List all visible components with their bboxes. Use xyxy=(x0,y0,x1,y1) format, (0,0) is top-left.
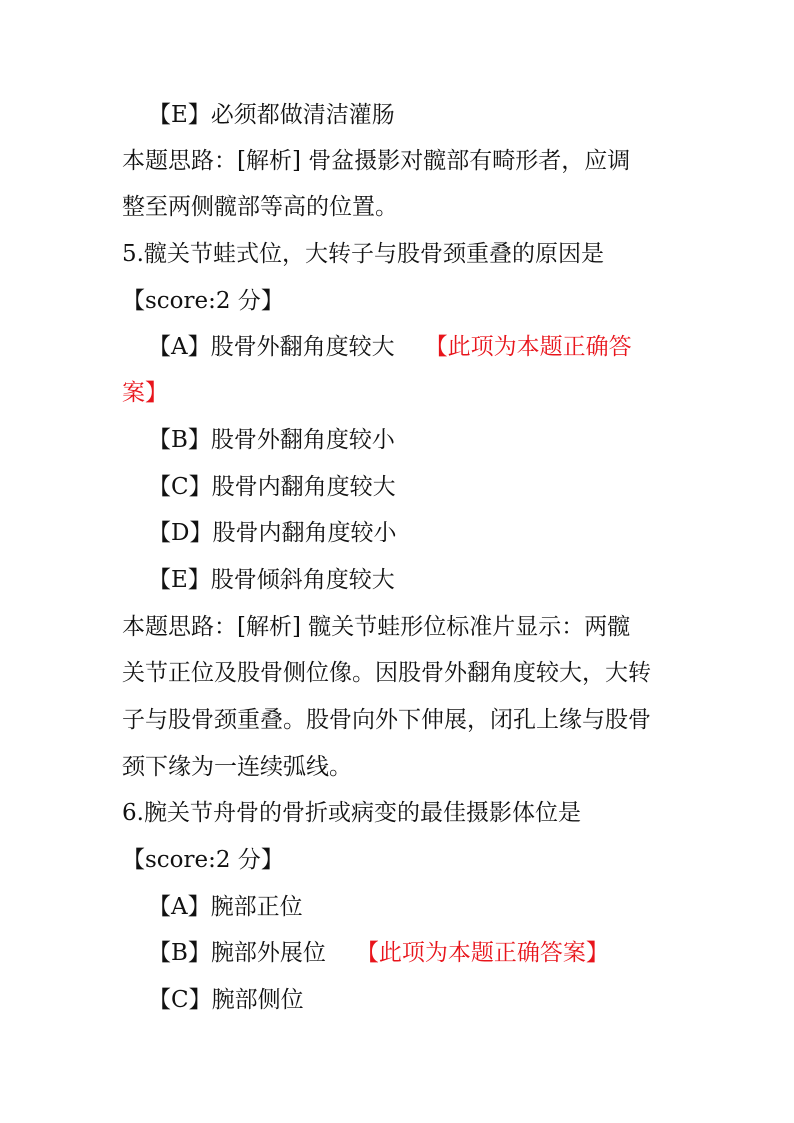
q5-analysis-line-3: 子与股骨颈重叠。股骨向外下伸展，闭孔上缘与股骨 xyxy=(122,707,651,733)
correct-answer-marker: 【此项为本题正确答案】 xyxy=(355,940,609,966)
q5-option-e: 【E】股骨倾斜角度较大 xyxy=(148,567,395,593)
q5-option-d: 【D】股骨内翻角度较小 xyxy=(148,520,397,546)
q5-analysis-line-4: 颈下缘为一连续弧线。 xyxy=(122,754,352,780)
q5-option-c: 【C】股骨内翻角度较大 xyxy=(148,474,396,500)
q5-score: 【score:2 分】 xyxy=(122,288,284,314)
correct-answer-marker: 【此项为本题正确答 xyxy=(424,334,632,360)
q6-option-b-row xyxy=(148,938,609,968)
q6-score: 【score:2 分】 xyxy=(122,847,284,873)
q6-option-c: 【C】腕部侧位 xyxy=(148,987,304,1013)
q4-option-e: 【E】必须都做清洁灌肠 xyxy=(148,102,395,128)
q6-option-a: 【A】腕部正位 xyxy=(148,894,303,920)
q5-option-a: 【A】股骨外翻角度较大 xyxy=(148,334,395,360)
q6-title: 6.腕关节舟骨的骨折或病变的最佳摄影体位是 xyxy=(122,800,581,826)
q6-option-b: 【B】腕部外展位 xyxy=(148,940,326,966)
q5-analysis-line-1: 本题思路：[解析] 髋关节蛙形位标准片显示：两髋 xyxy=(122,614,631,640)
q5-option-b: 【B】股骨外翻角度较小 xyxy=(148,427,395,453)
q5-analysis-line-2: 关节正位及股骨侧位像。因股骨外翻角度较大，大转 xyxy=(122,660,651,686)
correct-answer-marker-continued: 案】 xyxy=(122,380,168,406)
q5-option-a-row xyxy=(148,332,632,362)
q4-analysis-line-2: 整至两侧髋部等高的位置。 xyxy=(122,194,398,220)
q5-title: 5.髋关节蛙式位，大转子与股骨颈重叠的原因是 xyxy=(122,241,604,267)
q4-analysis-line-1: 本题思路：[解析] 骨盆摄影对髋部有畸形者，应调 xyxy=(122,148,631,174)
